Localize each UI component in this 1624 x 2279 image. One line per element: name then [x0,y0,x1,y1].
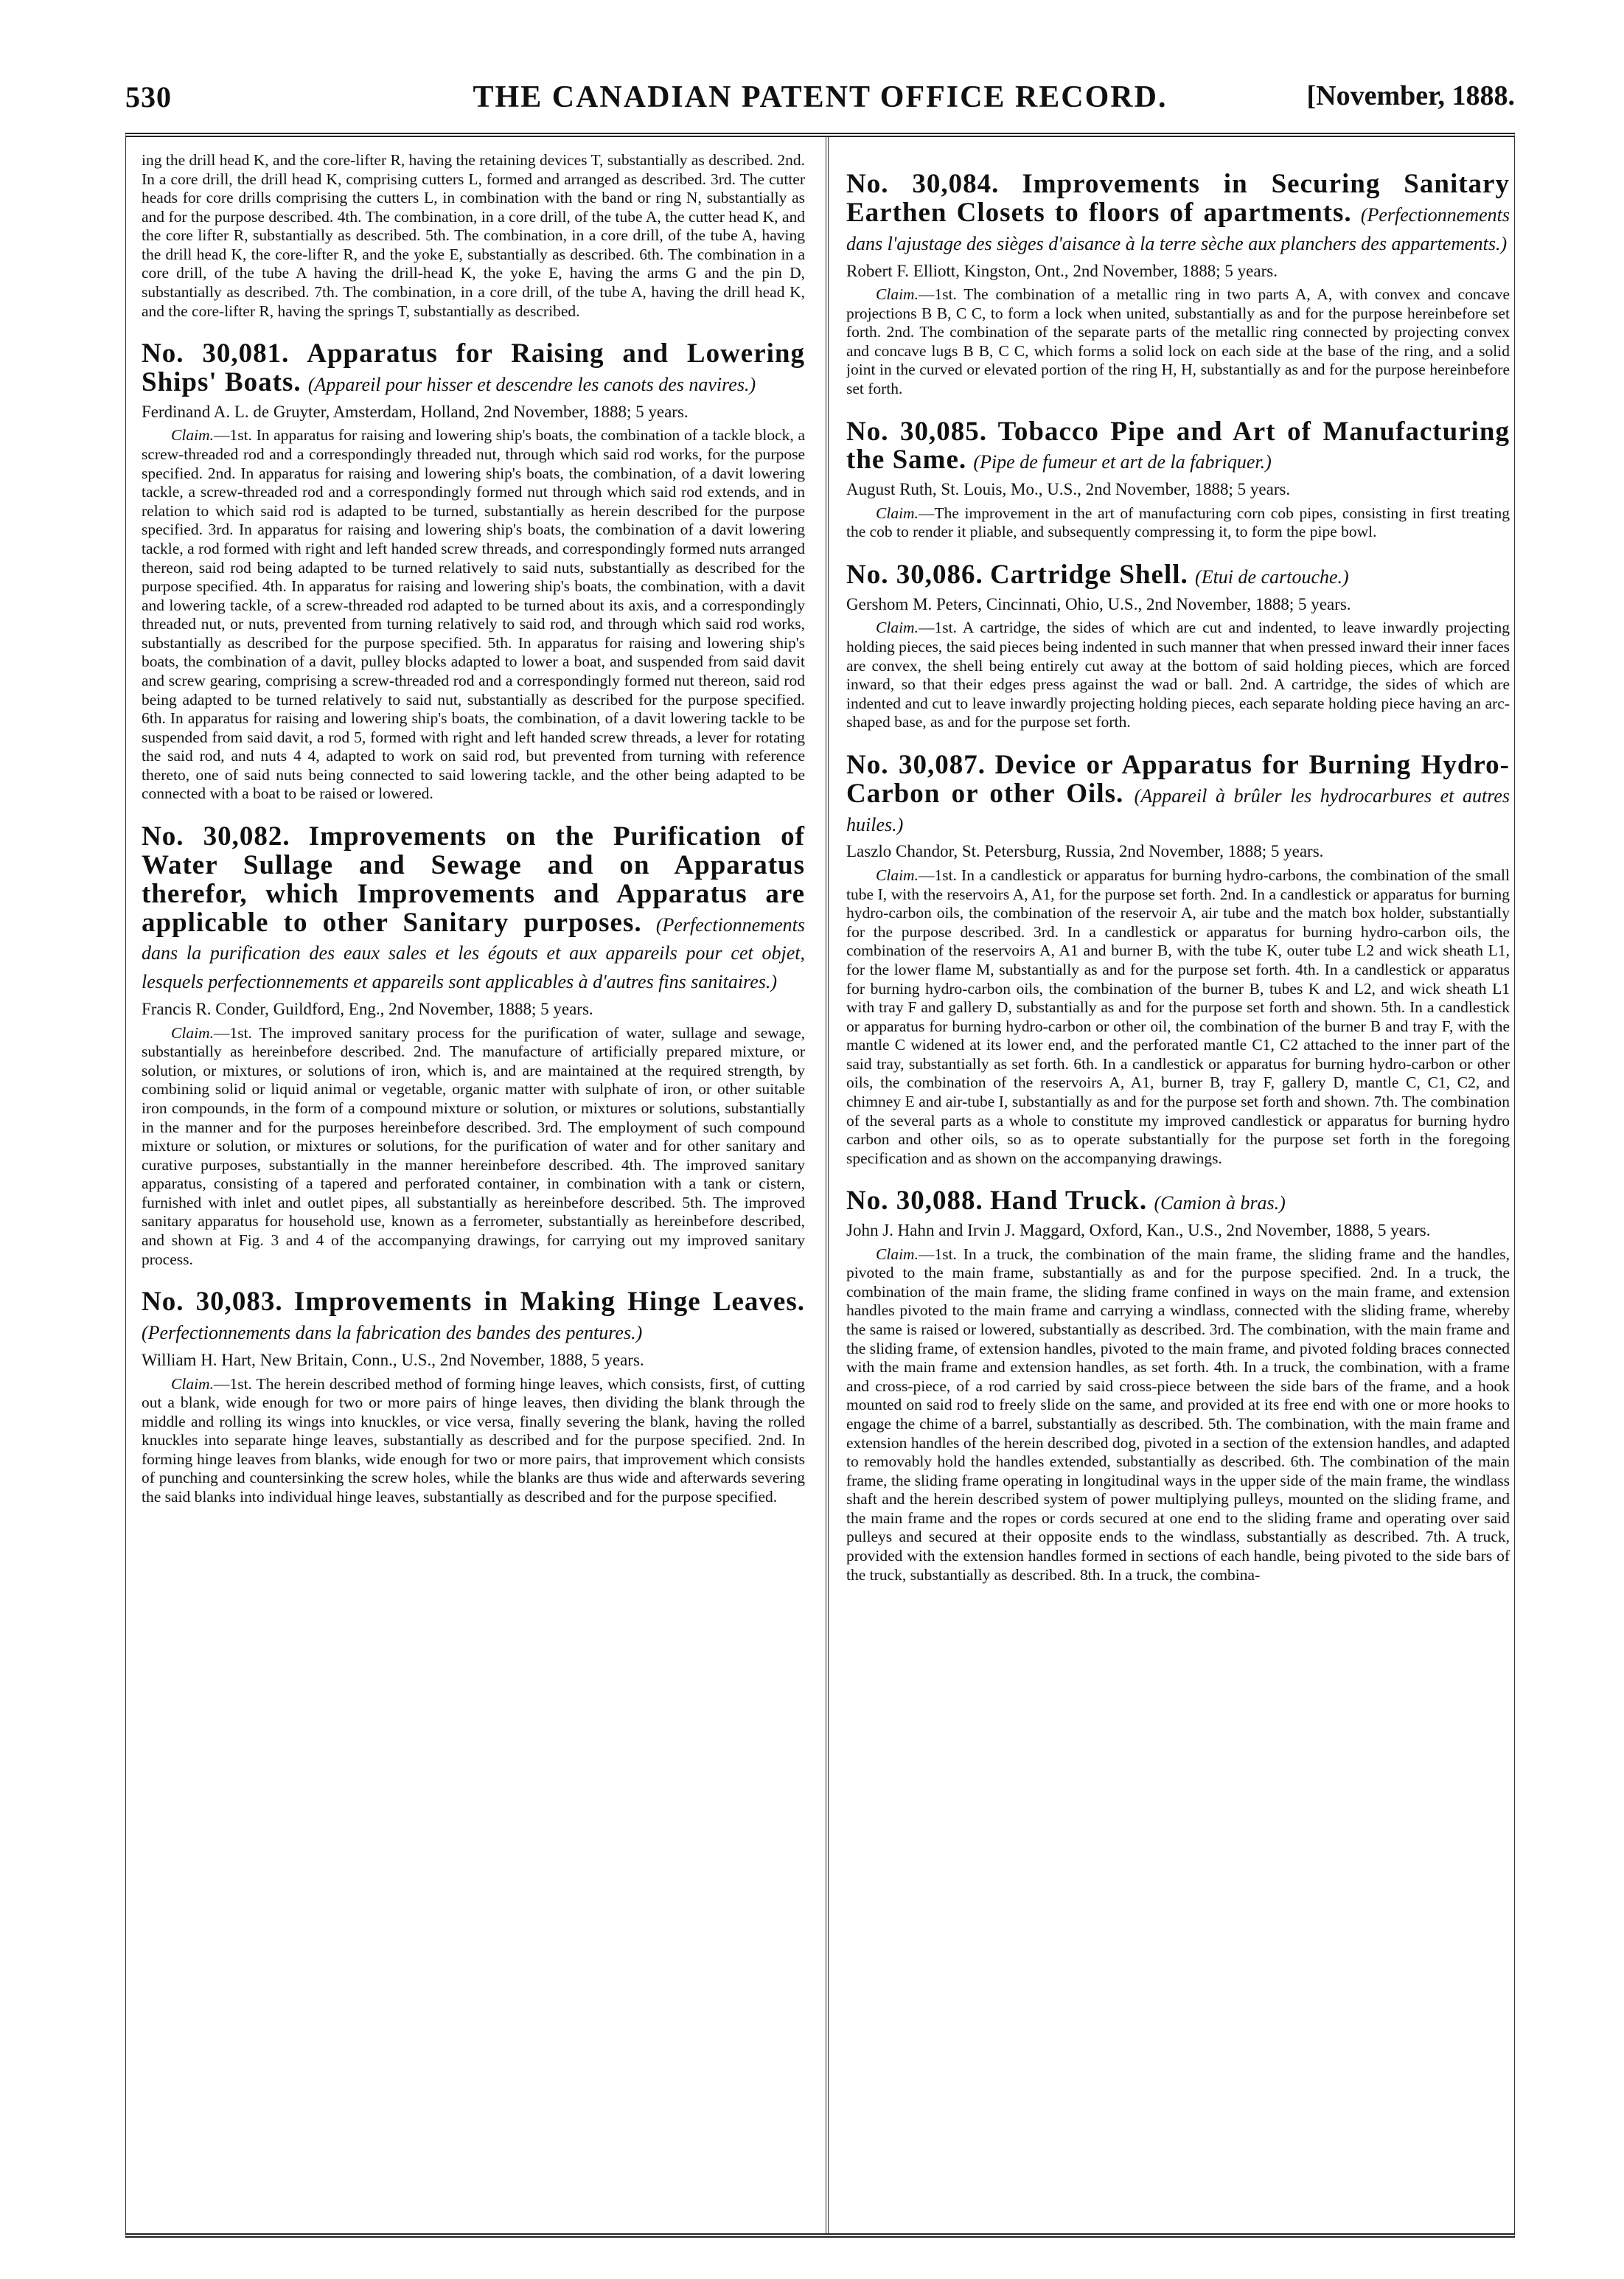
inventor-line: Francis R. Conder, Guildford, Eng., 2nd November, 1888; 5 years. [142,1000,593,1019]
patent-number: No. 30,087. [846,749,986,780]
claim-body: —The improvement in the art of manufacturing corn cob pipes, consisting in first treating the cob to render it pliable, and subsequently compressing it, to form the pipe bowl. [846,504,1510,541]
french-title: (Perfectionnements dans la fabrication des bandes des pentures.) [142,1322,643,1344]
right-entries [846,170,1510,1584]
claim-text [846,285,1510,398]
patent-entry [846,561,1510,732]
entry-heading [846,418,1510,476]
claim-text [846,619,1510,731]
right-column [846,151,1510,2223]
inventor-line: William H. Hart, New Britain, Conn., U.S., 2nd November, 1888, 5 years. [142,1350,644,1369]
claim-label: Claim. [171,1023,214,1042]
patent-title: Tobacco Pipe and Art of Manufacturing the Same. [846,416,1510,476]
patent-entry [846,1187,1510,1584]
patent-title: Improvements on the Purification of Water Sullage and Sewage and on Apparatus therefor, which Improvements and Apparatus are applicable to other Sanitary purposes. [142,821,805,938]
entry-heading [142,1288,805,1346]
claim-body: —1st. In apparatus for raising and lowering ship's boats, the combination of a tackle block, a screw-threaded rod and a correspondingly threaded nut, through which said rod works, for the purpose specified. 2nd. In apparatus for raising and lowering ship's boats, the combination, of a davit lowering tackle, a screw-threaded rod and a correspondingly formed nut through which said rod extends, and in relation to which said rod is adapted to be turned, substantially as herein described for the purpose specified. 3rd. In apparatus for raising and lowering ship's boats, the combination of a davit lowering tackle, a rod formed with right and left handed screw threads, and correspondingly formed nuts arranged thereon, said rod being adapted to be turned relatively to said nuts, substantially as described for the purpose specified. 4th. In apparatus for raising and lowering ship's boats, the combination, with a davit and lowering tackle, of a screw-threaded rod adapted to be turned about its axis, and a correspondingly threaded nut, or nuts, prevented from turning relatively to said rod, and through which said rod works, substantially as described for the purpose specified. 5th. In apparatus for raising and lowering ship's boats, the combination of a davit, pulley blocks adapted to lower a boat, and suspended from said davit and screw gearing, comprising a screw-threaded rod and a correspondingly formed nut thereon, said rod being adapted to be turned relatively to said nut, substantially as described for the purpose specified. 6th. In apparatus for raising and lowering ship's boats, the combination, of a davit lowering tackle to be suspended from said davit, a rod 5, formed with right and left handed screw threads, a lever for rotating the said rod, and nuts 4 4, adapted to work on said rod, but prevented from turning with reference thereto, one of said nuts being connected to said lowering tackle, and the other being adapted to be connected with a boat to be raised or lowered. [142,426,805,803]
claim-label: Claim. [876,285,919,304]
entry-heading [142,340,805,397]
left-entries [142,340,805,1506]
french-title: (Appareil à brûler les hydrocarbures et autres huiles.) [846,784,1510,835]
patent-title: Apparatus for Raising and Lowering Ships' Boats. [142,338,805,398]
patent-title: Device or Apparatus for Burning Hydro-Carbon or other Oils. [846,749,1510,809]
claim-text [846,866,1510,1168]
patent-number: No. 30,082. [142,821,290,852]
french-title: (Perfectionnements dans la purification des eaux sales et les égouts et aux appareils pour cet objet, lesquels perfectionnements et appareils sont applicables à d'autres fins sanitaires.) [142,914,805,993]
patent-entry [142,1288,805,1506]
patent-entry [846,170,1510,399]
french-title: (Pipe de fumeur et art de la fabriquer.) [973,451,1272,473]
inventor-line: John J. Hahn and Irvin J. Maggard, Oxford, Kan., U.S., 2nd November, 1888, 5 years. [846,1221,1431,1240]
entry-heading [846,561,1510,590]
column-divider [826,137,829,2233]
inventor-line: August Ruth, St. Louis, Mo., U.S., 2nd November, 1888; 5 years. [846,480,1291,499]
claim-label: Claim. [171,426,214,445]
patent-title: Cartridge Shell. [989,560,1188,591]
french-title: (Perfectionnements dans l'ajustage des sièges d'aisance à la terre sèche aux planchers des appartements.) [846,203,1510,254]
patent-entry [142,823,805,1269]
patent-number: No. 30,083. [142,1287,283,1318]
patent-number: No. 30,081. [142,338,290,369]
page-header [125,80,1515,124]
patent-entry [846,418,1510,542]
claim-label: Claim. [876,504,919,522]
claim-label: Claim. [876,1245,919,1263]
patent-entry [846,751,1510,1168]
patent-title: Improvements in Securing Sanitary Earthen Closets to floors of apartments. [846,169,1510,228]
claim-text [846,1245,1510,1584]
patent-number: No. 30,085. [846,416,988,447]
patent-number: No. 30,084. [846,169,1000,199]
claim-text [142,1024,805,1270]
issue-date: [November, 1888. [1306,80,1515,111]
claim-text [142,426,805,804]
claim-body: —1st. In a candlestick or apparatus for burning hydro-carbons, the combination of the small tube I, with the reservoirs A, A1, for the purpose set forth. 2nd. In a candlestick or apparatus for burning hydro-carbon oils, the combination of the reservoir A, air tube and the match box holder, substantially for the purpose described. 3rd. In a candlestick or apparatus for burning hydro-carbon oils, the combination of the reservoirs A, A1 and burner B, with the tube K, outer tube L2 and wick sheath L1, for the lower flame M, substantially as and for the purpose set forth. 4th. In a candlestick or apparatus for burning hydro-carbon oils, the combination of the burner B, tubes K and L2, and wick sheath L1 with tray F and gallery D, substantially as and for the purpose set forth and shown. 5th. In a candlestick or apparatus for burning hydro-carbon or other oil, the combination of the burner B and tray F, with the mantle C widened at its lower end, and the perforated mantle C1, C2 attached to the inner part of the said tray, substantially as set forth. 6th. In a candlestick or apparatus for burning hydro-carbon or other oils, the combination of the reservoirs A, A1, burner B, tray F, gallery D, mantle C, C1, C2, and chimney E and air-tube I, substantially as and for the purpose set forth and shown. 7th. The combination of the several parts as a whole to constitute my improved candlestick or apparatus for burning hydro carbon and other oils, so as to operate substantially for the purpose set forth in the foregoing specification and as shown on the accompanying drawings. [846,866,1510,1167]
inventor-line: Robert F. Elliott, Kingston, Ont., 2nd November, 1888; 5 years. [846,261,1278,280]
french-title: (Camion à bras.) [1154,1192,1286,1214]
patent-number: No. 30,088. [846,1186,983,1217]
french-title: (Etui de cartouche.) [1195,566,1349,588]
page-number: 530 [125,80,172,114]
claim-body: —1st. The herein described method of forming hinge leaves, which consists, first, of cutting out a blank, wide enough for two or more pairs of hinge leaves, then dividing the blank through the middle and rolling its wings into knuckles, or vice versa, finally severing the blank, having the rolled knuckles into separate hinge leaves, substantially as described and for the purpose specified. 2nd. In forming hinge leaves from blanks, wide enough for two or more pairs, that improvement which consists of punching and countersinking the screw holes, while the blanks are thus wide and afterwards severing the said blanks into individual hinge leaves, substantially as described and for the purpose specified. [142,1374,805,1506]
entry-heading [142,823,805,995]
french-title: (Appareil pour hisser et descendre les canots des navires.) [307,374,756,396]
patent-title: Hand Truck. [989,1186,1148,1217]
claim-text [846,504,1510,542]
inventor-line: Ferdinand A. L. de Gruyter, Amsterdam, Holland, 2nd November, 1888; 5 years. [142,402,689,421]
publication-title: THE CANADIAN PATENT OFFICE RECORD. [473,80,1168,114]
claim-body: —1st. A cartridge, the sides of which are cut and indented, to leave inwardly projecting holding pieces, the said pieces being indented in such manner that when pressed inward their inner faces are convex, the shell being entirely cut away at the bottom of said holding pieces, which are forced inward, so that their edges press against the wad or ball. 2nd. A cartridge, the sides of which are indented and cut to leave inwardly projecting holding pieces, each separate holding piece having an arc-shaped base, as and for the purpose set forth. [846,619,1510,731]
continuation-text: ing the drill head K, and the core-lifter R, having the retaining devices T, substantially as described. 2nd. In a core drill, the drill head K, comprising cutters L, formed and arranged as described. 3rd. The cutter heads for core drills comprising the cutters L, in combination with the band or ring N, substantially as and for the purpose described. 4th. The combination, in a core drill, of the tube A, the cutter head K, and the core lifter R, substantially as described. 5th. The combination, in a core drill, of the tube A, having the drill head K, the core-lifter R, and the yoke E, substantially as described. 6th. The combination in a core drill, of the tube A having the drill-head K, the yoke E, having the arms G and the pin D, substantially as described. 7th. The combination, in a core drill, of the tube A, having the drill head K, and the core-lifter R, having the springs T, substantially as described. [142,151,805,320]
patent-entry [142,340,805,804]
claim-body: —1st. The improved sanitary process for the purification of water, sullage and sewage, substantially as hereinbefore described. 2nd. The manufacture of artificially prepared mixture, or solution, or mixtures, or solutions of iron, which is, and are maintained at the required strength, by combining solid or liquid animal or vegetable, organic matter with sulphate of iron, or other suitable iron compounds, in the form of a compound mixture or solution, or mixtures or solutions, substantially in the manner and for the purposes hereinbefore described. 3rd. The employment of such compound mixture or solution, or mixtures or solutions, for the purification of water and for other sanitary and curative purposes, substantially in the manner hereinbefore described. 4th. The improved sanitary apparatus, consisting of a tapered and perforated container, in combination with a tank or cistern, furnished with inlet and outlet pipes, all substantially as hereinbefore described. 5th. The improved sanitary apparatus for household use, known as a ferrometer, substantially as hereinbefore described, and shown at Fig. 3 and 4 of the accompanying drawings, for carrying out my improved sanitary process. [142,1023,805,1268]
claim-label: Claim. [876,866,919,885]
claim-label: Claim. [876,619,919,637]
claim-body: —1st. The combination of a metallic ring in two parts A, A, with convex and concave projections B B, C C, to form a lock when united, substantially as and for the purpose hereinbefore set forth. 2nd. The combination of the separate parts of the metallic ring connected by projecting convex and concave lugs B B, C C, which forms a solid lock on each side at the base of the ring, and a solid joint in the curved or elevated portion of the ring H, H, substantially as and for the purpose hereinbefore set forth. [846,285,1510,398]
entry-heading [846,1187,1510,1216]
entry-heading [846,170,1510,257]
left-column [142,151,805,2223]
inventor-line: Laszlo Chandor, St. Petersburg, Russia, 2nd November, 1888; 5 years. [846,842,1324,861]
patent-number: No. 30,086. [846,560,983,591]
patent-title: Improvements in Making Hinge Leaves. [293,1287,805,1318]
inventor-line: Gershom M. Peters, Cincinnati, Ohio, U.S., 2nd November, 1888; 5 years. [846,594,1351,613]
claim-body: —1st. In a truck, the combination of the main frame, the sliding frame and the handles, pivoted to the main frame, substantially as and for the purpose specified. 2nd. In a truck, the combination of the main frame, the sliding frame confined in ways on the main frame, and extension handles pivoted to the main frame and carrying a windlass, connected with the sliding frame, whereby the same is raised or lowered, substantially as described. 3rd. The combination, with the main frame and the sliding frame, of extension handles, pivoted to the main frame, and pivoted folding braces connected with the main frame and extension handles, as set forth. 4th. In a truck, the combination, with a frame and cross-piece, of a rod carried by said cross-piece between the side bars of the frame, and a hook mounted on said rod to freely slide on the same, and provided at its free end with one or more hooks to engage the chime of a barrel, substantially as described. 5th. The combination, with the main frame and extension handles of the herein described dog, pivoted in a section of the extension handles, and adapted to removably hold the handles extended, substantially as described. 6th. The combination of the main frame, the sliding frame operating in longitudinal ways in the upper side of the main frame, the windlass shaft and the herein described system of power multiplying pulleys, mounted on the sliding frame, and the main frame and the ropes or cords secured at one end to the sliding frame and operating over said pulleys and secured at their opposite ends to the windlass, substantially as described. 7th. A truck, provided with the extension handles formed in sections of each handle, being pivoted to the side bars of the truck, substantially as described. 8th. In a truck, the combina- [846,1245,1510,1584]
claim-label: Claim. [171,1374,214,1393]
claim-text [142,1375,805,1507]
entry-heading [846,751,1510,838]
